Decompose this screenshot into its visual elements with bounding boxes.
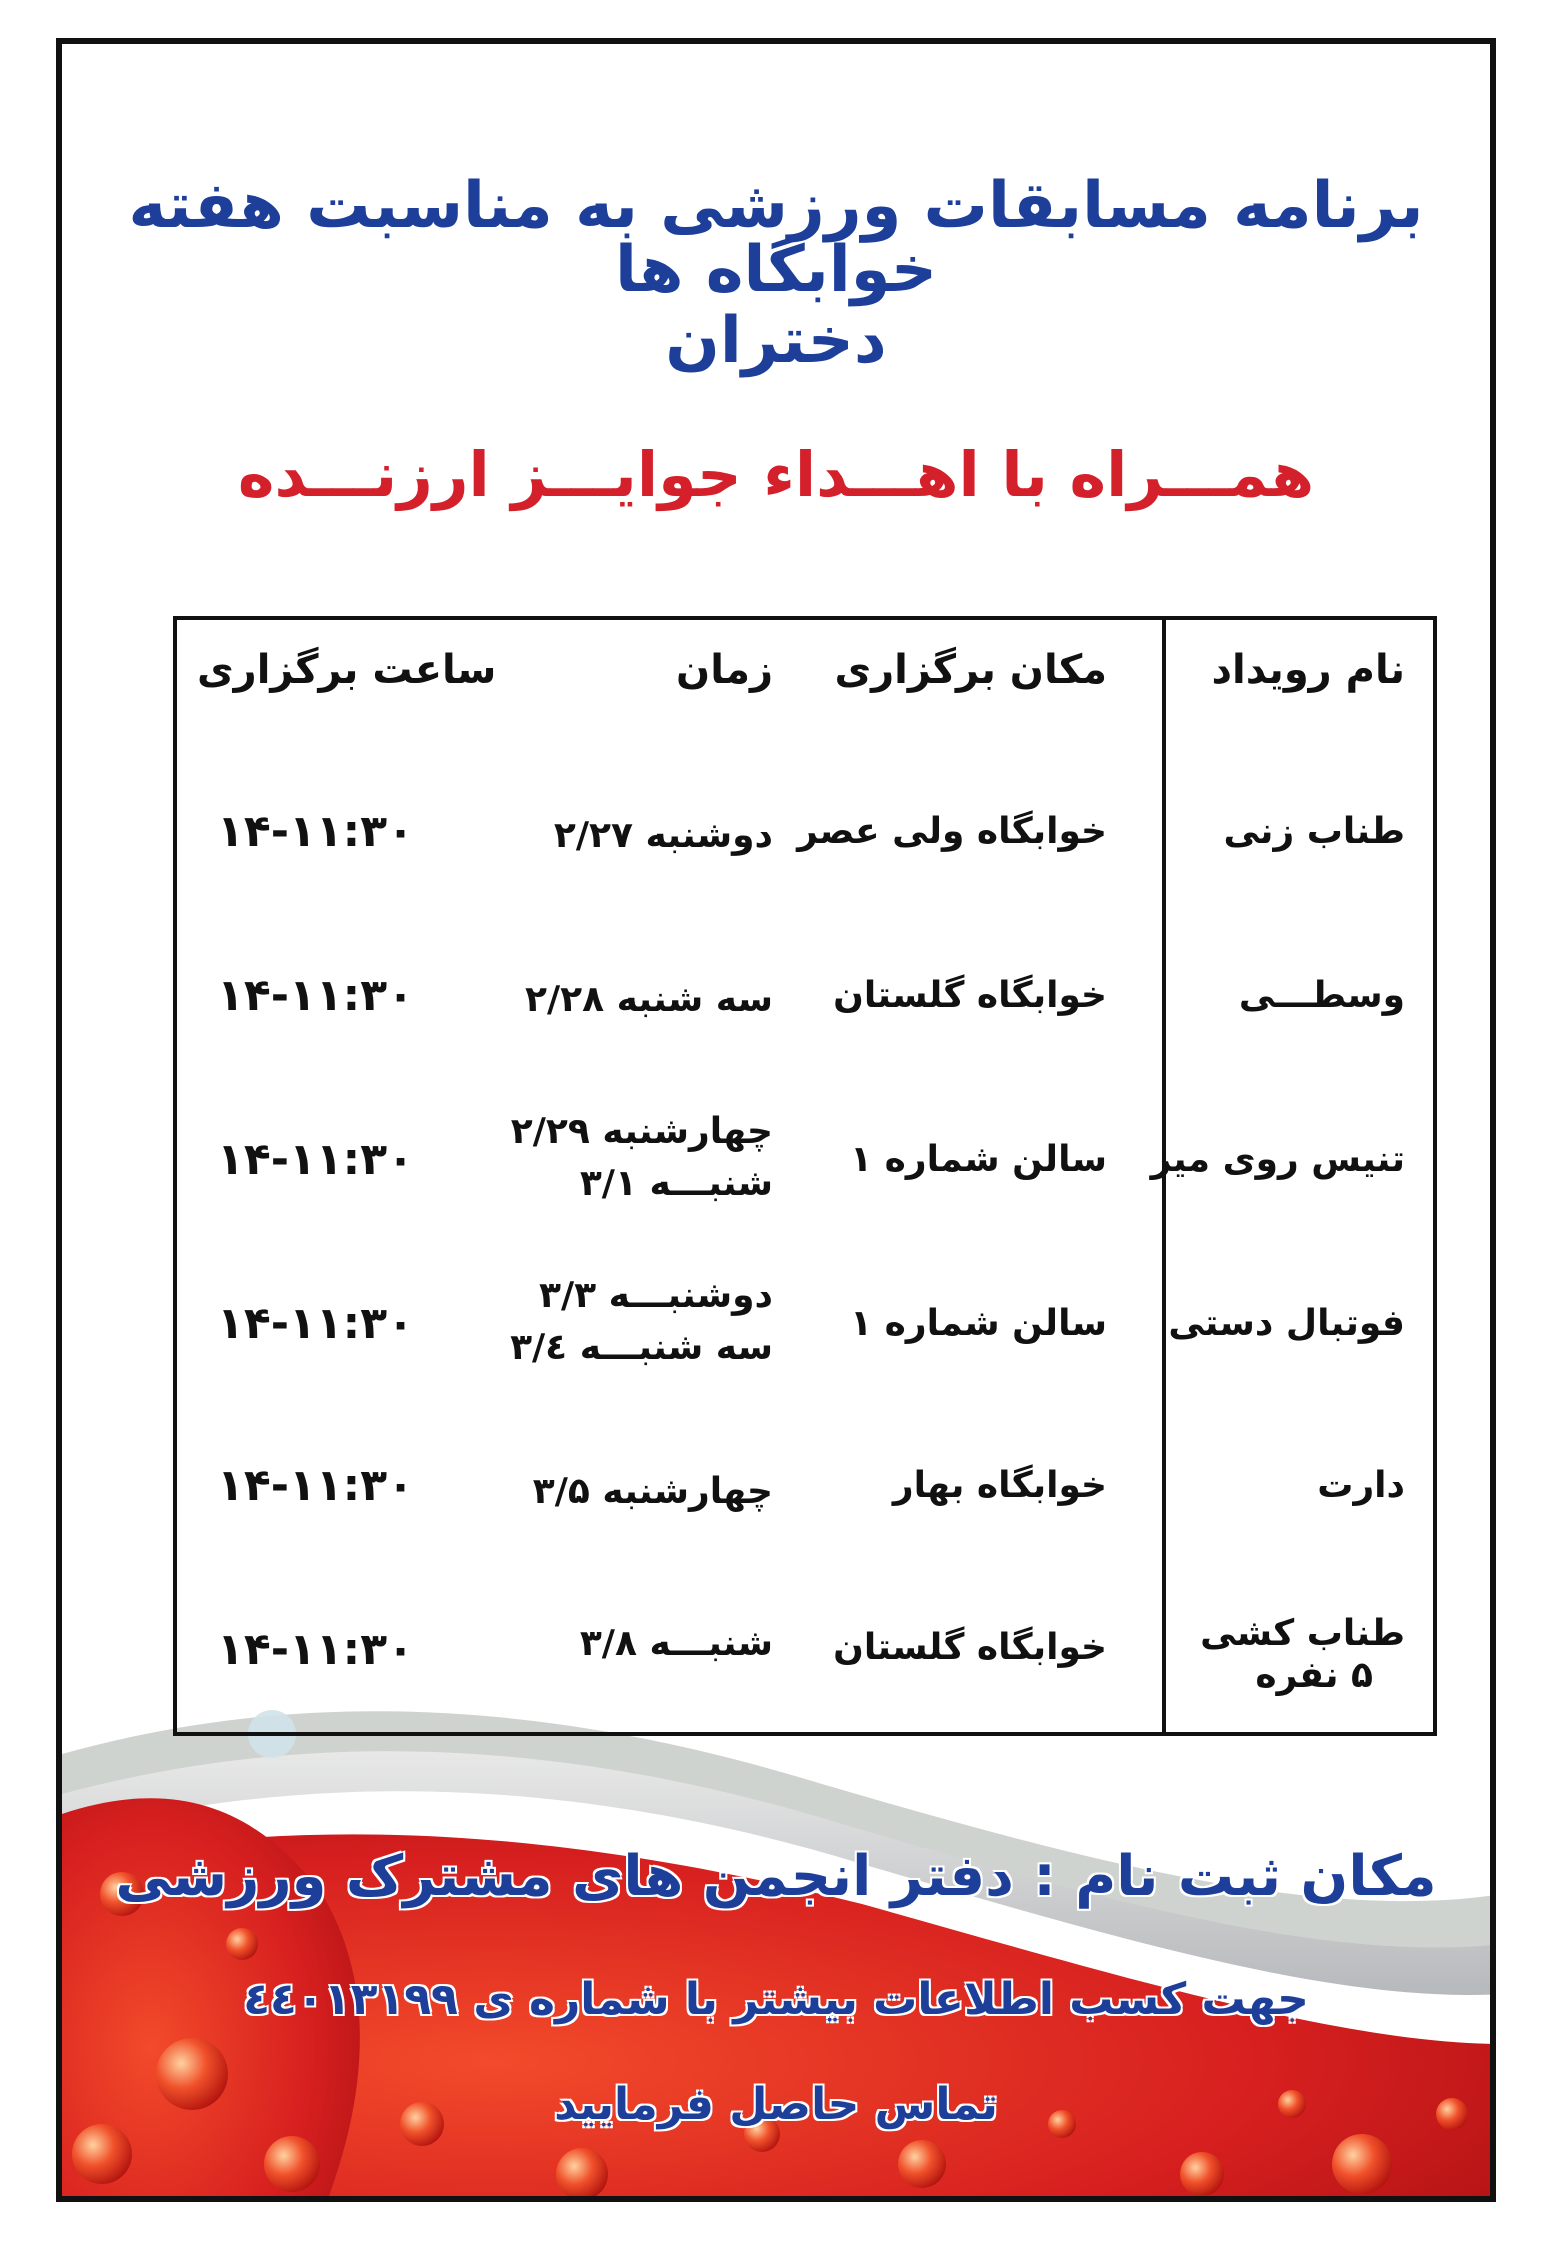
row-4-hour: ۱۴-۱۱:۳۰ <box>217 1298 414 1349</box>
row-6-date: شنبـــه ۳/۸ <box>579 1623 773 1664</box>
poster-subtitle: همـــراه با اهـــداء جوایـــز ارزنـــده <box>237 438 1315 511</box>
row-5-event: دارت <box>1317 1465 1405 1506</box>
row-6-event-line-1: طناب کشی <box>1200 1613 1405 1654</box>
row-1-event: طناب زنی <box>1223 811 1405 852</box>
row-4-event: فوتبال دستی <box>1168 1303 1405 1344</box>
row-4-date-1: دوشنبـــه ۳/۳ <box>538 1275 773 1316</box>
row-1-date: دوشنبه ۲/۲۷ <box>553 815 773 856</box>
row-2-hour: ۱۴-۱۱:۳۰ <box>217 970 414 1021</box>
row-1-hour: ۱۴-۱۱:۳۰ <box>217 806 414 857</box>
row-3-date-2: شنبـــه ۳/۱ <box>579 1163 773 1204</box>
row-5-place: خوابگاه بهار <box>892 1465 1107 1506</box>
row-3-event: تنیس روی میز <box>1150 1139 1405 1180</box>
row-1-place: خوابگاه ولی عصر <box>797 811 1107 852</box>
contact-info-line-1: جهت کسب اطلاعات بیشتر با شماره ی ٤٤٠۱۳۱۹۹ <box>243 1974 1309 2025</box>
row-3-date-1: چهارشنبه ۲/۲۹ <box>510 1111 773 1152</box>
header-hour: ساعت برگزاری <box>197 647 497 693</box>
registration-location: مکان ثبت نام : دفتر انجمن های مشترک ورزشی <box>115 1844 1437 1909</box>
row-2-date: سه شنبه ۲/۲۸ <box>524 979 773 1020</box>
row-3-place: سالن شماره ۱ <box>850 1139 1107 1180</box>
row-2-place: خوابگاه گلستان <box>833 975 1107 1016</box>
contact-info-line-2: تماس حاصل فرمایید <box>554 2079 998 2130</box>
poster-frame <box>56 38 1496 2202</box>
row-6-hour: ۱۴-۱۱:۳۰ <box>217 1624 414 1675</box>
row-4-date-2: سه شنبـــه ۳/٤ <box>510 1327 773 1368</box>
row-3-hour: ۱۴-۱۱:۳۰ <box>217 1134 414 1185</box>
poster-title-line-2: دختران <box>665 304 887 378</box>
row-5-date: چهارشنبه ۳/۵ <box>532 1471 773 1512</box>
header-date: زمان <box>676 647 773 693</box>
schedule-table <box>173 616 1437 1736</box>
row-4-place: سالن شماره ۱ <box>850 1303 1107 1344</box>
row-5-hour: ۱۴-۱۱:۳۰ <box>217 1460 414 1511</box>
row-2-event: وسطـــی <box>1238 975 1405 1016</box>
header-place: مکان برگزاری <box>834 647 1107 693</box>
poster-title-line-1: برنامه مسابقات ورزشی به مناسبت هفته خوابگاه ها <box>128 169 1424 307</box>
row-6-event-line-2: ۵ نفره <box>1255 1655 1373 1696</box>
header-event: نام رویداد <box>1211 647 1405 693</box>
row-6-place: خوابگاه گلستان <box>833 1627 1107 1668</box>
